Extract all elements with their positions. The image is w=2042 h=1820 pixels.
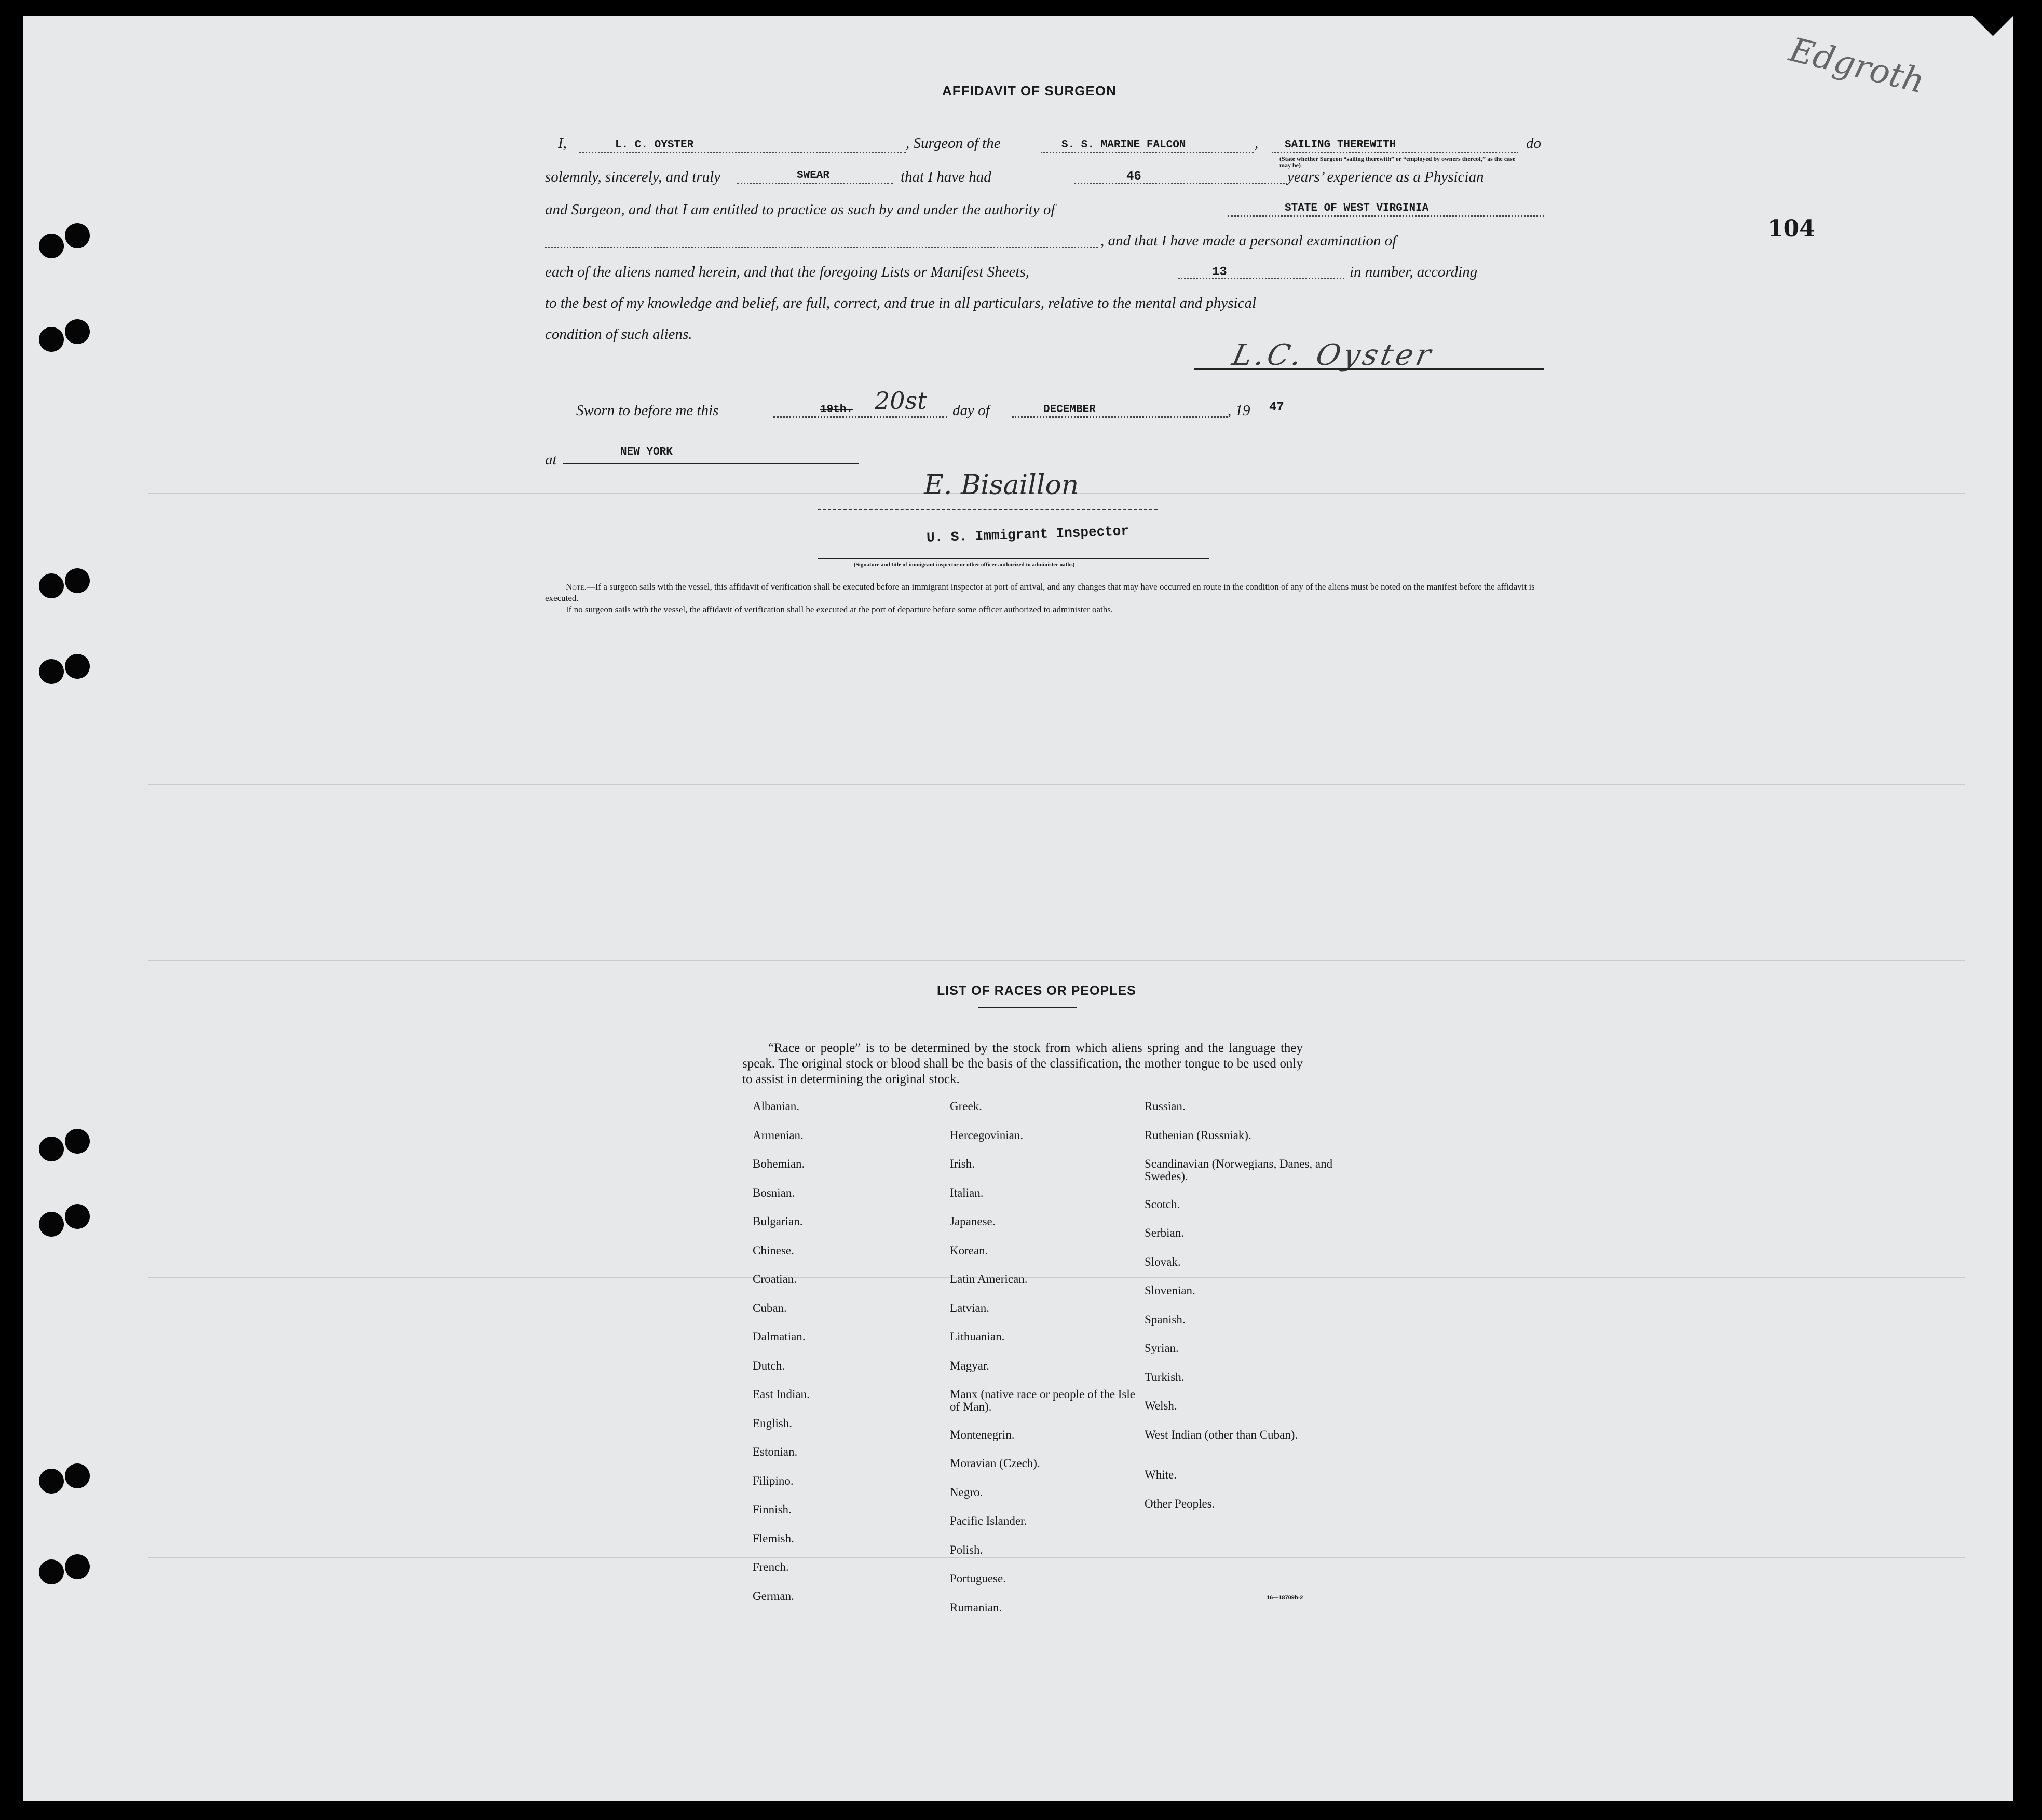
signature-note: (Signature and title of immigrant inspector or other officer authorized to administer oaths) — [854, 562, 1075, 568]
punch-hole — [39, 573, 64, 598]
inspector-signature-line — [818, 509, 1158, 510]
race-item: Manx (native race or people of the Isle of Man). — [950, 1388, 1135, 1413]
manifest-sheet-count: 13 — [1212, 265, 1227, 279]
verification-note — [545, 581, 1544, 615]
race-item: Serbian. — [1145, 1226, 1185, 1239]
note-lead: Note. — [566, 582, 587, 592]
day-rule — [773, 416, 947, 418]
affidavit-text: in number, according — [1350, 264, 1478, 280]
race-item: Negro. — [950, 1485, 983, 1499]
affidavit-text: and Surgeon, and that I am entitled to practice as such by and under the authority of — [545, 201, 1055, 218]
race-item: English. — [753, 1416, 793, 1430]
race-item: German. — [753, 1589, 794, 1603]
race-item: Latin American. — [950, 1272, 1028, 1285]
race-item: Estonian. — [753, 1445, 798, 1458]
name-rule — [579, 152, 906, 153]
oath-rule — [737, 183, 893, 184]
signature-line — [1194, 368, 1544, 370]
race-item: Slovak. — [1145, 1255, 1181, 1268]
affidavit-text: years’ experience as a Physician — [1287, 169, 1484, 185]
race-item: Turkish. — [1145, 1370, 1185, 1384]
punch-hole — [65, 1204, 90, 1229]
affidavit-text: at — [545, 451, 557, 468]
inspector-signature: E. Bisaillon — [924, 470, 1079, 501]
races-title-rule — [978, 1007, 1077, 1008]
surgeon-signature: L.C. Oyster — [1229, 338, 1437, 372]
affidavit-text: , — [1255, 135, 1259, 152]
race-item: Polish. — [950, 1543, 983, 1556]
authority-rule-2 — [545, 247, 1098, 248]
race-item: Bohemian. — [753, 1157, 805, 1170]
punch-hole — [65, 319, 90, 344]
handwritten-annotation: Edgroth — [1785, 31, 1928, 101]
sworn-year: 47 — [1269, 401, 1284, 415]
punch-hole — [39, 1559, 64, 1584]
surgeon-capacity: SAILING THEREWITH — [1285, 139, 1396, 151]
punch-hole — [65, 1129, 90, 1154]
punch-hole — [39, 1137, 64, 1161]
punch-hole — [65, 654, 90, 679]
race-item: West Indian (other than Cuban). — [1145, 1428, 1298, 1441]
years-rule — [1074, 183, 1285, 184]
races-title: LIST OF RACES OR PEOPLES — [937, 983, 1136, 998]
affidavit-text: , 19 — [1228, 402, 1250, 419]
vessel-name: S. S. MARINE FALCON — [1061, 139, 1186, 151]
affidavit-text: Sworn to before me this — [576, 402, 719, 419]
race-item: Finnish. — [753, 1503, 792, 1516]
page-number: 104 — [1767, 215, 1815, 242]
race-item: Irish. — [950, 1157, 975, 1170]
races-intro: “Race or people” is to be determined by the stock from which aliens spring and the language they speak. The original stock or blood shall be the basis of the classification, the mother tongue to be used only to assist in determining the original stock. — [742, 1041, 1303, 1086]
race-item: Filipino. — [753, 1474, 794, 1487]
race-item: Albanian. — [753, 1100, 800, 1113]
inspector-title: U. S. Immigrant Inspector — [926, 523, 1129, 546]
race-item: Dutch. — [753, 1359, 785, 1372]
affidavit-text: solemnly, sincerely, and truly — [545, 169, 721, 185]
race-item: Latvian. — [950, 1301, 989, 1315]
affidavit-text: , and that I have made a personal examination of — [1100, 232, 1397, 249]
inspector-title-line — [818, 558, 1209, 559]
race-item: Flemish. — [753, 1531, 794, 1545]
punch-hole — [65, 1554, 90, 1579]
sheets-rule — [1178, 278, 1344, 279]
month-rule — [1012, 416, 1228, 418]
punch-hole — [65, 223, 90, 248]
punch-hole — [65, 1463, 90, 1488]
punch-hole — [65, 568, 90, 593]
race-item: Russian. — [1145, 1100, 1186, 1113]
page-corner — [1967, 0, 2019, 36]
sworn-month: DECEMBER — [1043, 404, 1096, 416]
punch-hole — [39, 234, 64, 258]
race-item: French. — [753, 1561, 789, 1573]
affidavit-text: , Surgeon of the — [906, 135, 1001, 152]
affidavit-text: condition of such aliens. — [545, 326, 692, 343]
race-item: Rumanian. — [950, 1600, 1002, 1614]
race-item: Slovenian. — [1145, 1284, 1195, 1297]
race-item: Hercegovinian. — [950, 1128, 1024, 1142]
race-item: Croatian. — [753, 1272, 797, 1285]
race-item: Korean. — [950, 1243, 988, 1257]
years-experience: 46 — [1126, 170, 1141, 184]
race-item: Spanish. — [1145, 1312, 1186, 1326]
affidavit-text: I, — [558, 135, 567, 152]
race-item: Syrian. — [1145, 1342, 1179, 1354]
punch-hole — [39, 1469, 64, 1494]
race-item: Italian. — [950, 1186, 984, 1199]
race-item: Japanese. — [950, 1215, 996, 1228]
note-2: If no surgeon sails with the vessel, the affidavit of verification shall be executed at the port of departure before some officer authorized to administer oaths. — [566, 605, 1113, 614]
punch-hole — [39, 659, 64, 684]
race-item: East Indian. — [753, 1388, 810, 1401]
race-item: Dalmatian. — [753, 1330, 806, 1343]
race-item: Bosnian. — [753, 1186, 795, 1199]
oath-word: SWEAR — [797, 170, 830, 182]
sworn-day-correction: 20st — [875, 387, 927, 415]
capacity-note: (State whether Surgeon “sailing therewith” or “employed by owners thereof,” as the case may be) — [1279, 155, 1516, 169]
race-item: Portuguese. — [950, 1572, 1006, 1585]
race-item: Scandinavian (Norwegians, Danes, and Swedes). — [1145, 1157, 1333, 1183]
affidavit-text: do — [1526, 135, 1541, 152]
affidavit-text: day of — [952, 402, 990, 419]
licensing-authority: STATE OF WEST VIRGINIA — [1285, 202, 1429, 214]
document-sheet — [23, 16, 2013, 1801]
race-item: Scotch. — [1145, 1197, 1180, 1211]
surgeon-name: L. C. OYSTER — [615, 139, 694, 151]
race-item: Armenian. — [753, 1128, 804, 1142]
note-1: —If a surgeon sails with the vessel, this affidavit of verification shall be executed before an immigrant inspector at port of arrival, and any changes that may have occurred en route in the condition of any of the aliens must be noted on the manifest before the affidavit is executed. — [545, 582, 1535, 603]
punch-hole — [39, 327, 64, 352]
race-item: Magyar. — [950, 1359, 990, 1372]
affidavit-text: to the best of my knowledge and belief, are full, correct, and true in all particulars, relative to the mental and physical — [545, 295, 1257, 311]
affidavit-text: each of the aliens named herein, and that the foregoing Lists or Manifest Sheets, — [545, 264, 1029, 280]
race-item: White. — [1145, 1468, 1177, 1481]
race-item: Lithuanian. — [950, 1330, 1005, 1343]
place-rule — [563, 463, 859, 464]
race-item: Montenegrin. — [950, 1428, 1015, 1441]
punch-hole — [39, 1212, 64, 1237]
affidavit-title: AFFIDAVIT OF SURGEON — [942, 83, 1117, 99]
race-item: Welsh. — [1145, 1399, 1177, 1412]
race-item: Cuban. — [753, 1301, 787, 1315]
affidavit-text: that I have had — [901, 169, 991, 185]
form-number: 16—18709b-2 — [1267, 1595, 1303, 1601]
race-item: Pacific Islander. — [950, 1514, 1027, 1527]
race-item: Ruthenian (Russniak). — [1145, 1128, 1251, 1142]
vessel-rule — [1041, 152, 1254, 153]
sworn-place: NEW YORK — [620, 446, 673, 458]
capacity-rule — [1272, 152, 1518, 153]
race-item: Moravian (Czech). — [950, 1457, 1040, 1470]
race-item: Other Peoples. — [1145, 1497, 1215, 1510]
race-item: Bulgarian. — [753, 1215, 803, 1228]
race-item: Greek. — [950, 1100, 982, 1113]
race-item: Chinese. — [753, 1243, 794, 1257]
sworn-day: 19th. — [820, 404, 853, 416]
authority-rule — [1228, 215, 1544, 217]
